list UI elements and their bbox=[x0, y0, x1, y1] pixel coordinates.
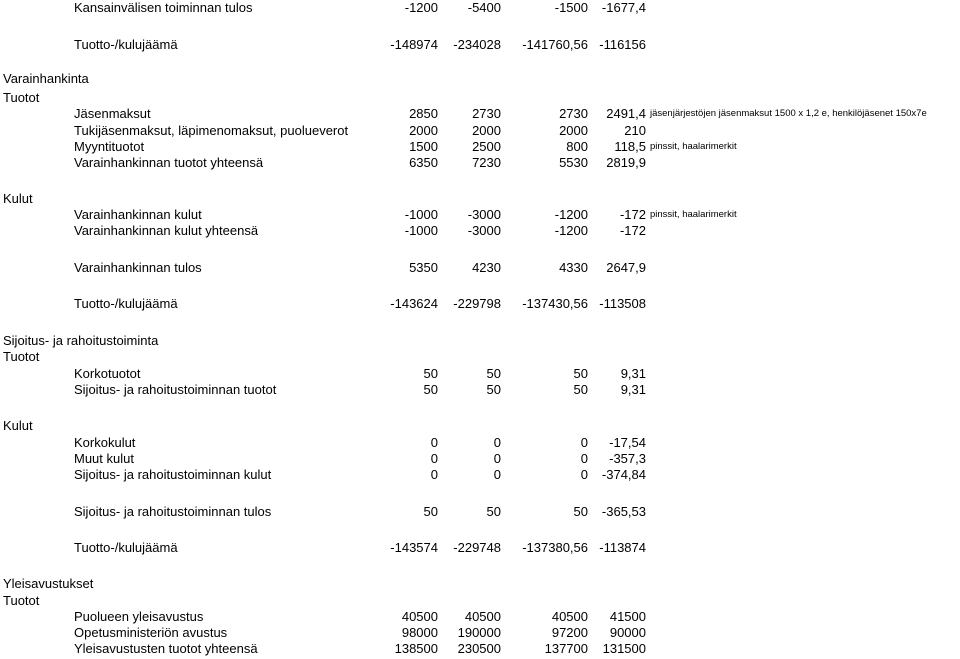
section-heading-row bbox=[0, 593, 960, 609]
value-col-3: -137430,56 bbox=[522, 296, 588, 311]
value-col-4: 118,5 bbox=[614, 139, 646, 154]
value-col-1: 50 bbox=[423, 366, 438, 381]
table-row bbox=[0, 467, 960, 483]
row-label: Tuotto-/kulujäämä bbox=[74, 296, 178, 311]
table-row bbox=[0, 223, 960, 239]
value-col-1: -1000 bbox=[404, 223, 438, 238]
table-row bbox=[0, 260, 960, 276]
table-row bbox=[0, 609, 960, 625]
row-label: Varainhankinnan tuotot yhteensä bbox=[74, 155, 264, 170]
value-col-1: 2850 bbox=[409, 106, 438, 121]
row-label: Korkotuotot bbox=[74, 366, 141, 381]
row-label: Sijoitus- ja rahoitustoiminnan kulut bbox=[74, 467, 272, 482]
row-label: Muut kulut bbox=[74, 451, 134, 466]
value-col-1: 2000 bbox=[409, 123, 438, 138]
row-label: Tuotto-/kulujäämä bbox=[74, 37, 178, 52]
value-col-3: -1200 bbox=[554, 207, 588, 222]
value-col-3: 5530 bbox=[559, 155, 588, 170]
table-row bbox=[0, 207, 960, 223]
value-col-4: 131500 bbox=[602, 641, 646, 656]
value-col-3: 50 bbox=[573, 504, 588, 519]
value-col-3: 0 bbox=[580, 435, 588, 450]
value-col-3: 137700 bbox=[544, 641, 588, 656]
value-col-1: -148974 bbox=[390, 37, 438, 52]
value-col-1: 40500 bbox=[401, 609, 438, 624]
value-col-2: 7230 bbox=[472, 155, 501, 170]
row-note: jäsenjärjestöjen jäsenmaksut 1500 x 1,2 e, henkilöjäsenet 150x7e bbox=[650, 108, 927, 119]
value-col-2: 190000 bbox=[457, 625, 501, 640]
value-col-4: 9,31 bbox=[620, 382, 646, 397]
row-note: pinssit, haalarimerkit bbox=[650, 141, 737, 152]
row-label: Sijoitus- ja rahoitustoiminnan tulos bbox=[74, 504, 272, 519]
table-row bbox=[0, 0, 960, 16]
value-col-3: -141760,56 bbox=[522, 37, 588, 52]
section-heading: Kulut bbox=[3, 191, 33, 206]
value-col-3: 50 bbox=[573, 382, 588, 397]
value-col-2: -234028 bbox=[453, 37, 501, 52]
value-col-1: 138500 bbox=[394, 641, 438, 656]
value-col-1: 50 bbox=[423, 382, 438, 397]
row-label: Jäsenmaksut bbox=[74, 106, 151, 121]
value-col-1: -143574 bbox=[390, 540, 438, 555]
value-col-1: -143624 bbox=[390, 296, 438, 311]
row-label: Sijoitus- ja rahoitustoiminnan tuotot bbox=[74, 382, 277, 397]
section-heading-row bbox=[0, 191, 960, 207]
section-heading: Sijoitus- ja rahoitustoiminta bbox=[3, 333, 159, 348]
value-col-2: -229798 bbox=[453, 296, 501, 311]
table-row bbox=[0, 540, 960, 556]
row-note: pinssit, haalarimerkit bbox=[650, 209, 737, 220]
value-col-4: -113874 bbox=[599, 540, 646, 555]
value-col-3: -1200 bbox=[554, 223, 588, 238]
value-col-1: 98000 bbox=[401, 625, 438, 640]
section-heading: Tuotot bbox=[3, 90, 40, 105]
table-row bbox=[0, 625, 960, 641]
value-col-3: -1500 bbox=[554, 0, 588, 15]
row-label: Varainhankinnan kulut bbox=[74, 207, 202, 222]
section-heading: Yleisavustukset bbox=[3, 576, 94, 591]
value-col-2: 50 bbox=[486, 366, 501, 381]
row-label: Yleisavustusten tuotot yhteensä bbox=[74, 641, 258, 656]
value-col-2: 40500 bbox=[464, 609, 501, 624]
value-col-3: 0 bbox=[580, 451, 588, 466]
section-heading-row bbox=[0, 418, 960, 434]
table-row bbox=[0, 155, 960, 171]
value-col-3: 2000 bbox=[559, 123, 588, 138]
row-label: Myyntituotot bbox=[74, 139, 145, 154]
table-row bbox=[0, 366, 960, 382]
value-col-4: -374,84 bbox=[601, 467, 646, 482]
value-col-1: 5350 bbox=[409, 260, 438, 275]
value-col-4: 2491,4 bbox=[606, 106, 646, 121]
value-col-4: -365,53 bbox=[601, 504, 646, 519]
value-col-4: -172 bbox=[619, 223, 646, 238]
table-row bbox=[0, 37, 960, 53]
value-col-3: 0 bbox=[580, 467, 588, 482]
value-col-3: 4330 bbox=[559, 260, 588, 275]
value-col-2: -3000 bbox=[467, 207, 501, 222]
value-col-2: -229748 bbox=[453, 540, 501, 555]
value-col-2: 0 bbox=[493, 451, 501, 466]
value-col-2: 230500 bbox=[457, 641, 501, 656]
row-label: Tukijäsenmaksut, läpimenomaksut, puolueverot bbox=[74, 123, 349, 138]
value-col-4: 90000 bbox=[609, 625, 646, 640]
value-col-3: -137380,56 bbox=[522, 540, 588, 555]
row-label: Korkokulut bbox=[74, 435, 136, 450]
section-heading-row bbox=[0, 576, 960, 592]
section-heading-row bbox=[0, 71, 960, 87]
value-col-1: -1200 bbox=[404, 0, 438, 15]
section-heading-row bbox=[0, 349, 960, 365]
table-row bbox=[0, 504, 960, 520]
table-row bbox=[0, 451, 960, 467]
section-heading: Tuotot bbox=[3, 349, 40, 364]
value-col-2: -5400 bbox=[467, 0, 501, 15]
value-col-2: 2000 bbox=[472, 123, 501, 138]
value-col-3: 2730 bbox=[559, 106, 588, 121]
row-label: Puolueen yleisavustus bbox=[74, 609, 204, 624]
table-row bbox=[0, 123, 960, 139]
table-row bbox=[0, 296, 960, 312]
value-col-1: 50 bbox=[423, 504, 438, 519]
value-col-4: -1677,4 bbox=[601, 0, 646, 15]
value-col-4: -113508 bbox=[599, 296, 646, 311]
table-row bbox=[0, 641, 960, 657]
value-col-3: 800 bbox=[566, 139, 588, 154]
value-col-2: 0 bbox=[493, 435, 501, 450]
value-col-4: 210 bbox=[624, 123, 646, 138]
value-col-2: 2730 bbox=[472, 106, 501, 121]
row-label: Varainhankinnan kulut yhteensä bbox=[74, 223, 259, 238]
value-col-2: 0 bbox=[493, 467, 501, 482]
section-heading-row bbox=[0, 333, 960, 349]
value-col-4: -172 bbox=[619, 207, 646, 222]
table-row bbox=[0, 435, 960, 451]
value-col-4: -116156 bbox=[599, 37, 646, 52]
value-col-1: 6350 bbox=[409, 155, 438, 170]
value-col-4: -357,3 bbox=[609, 451, 646, 466]
row-label: Varainhankinnan tulos bbox=[74, 260, 202, 275]
value-col-4: 2819,9 bbox=[606, 155, 646, 170]
value-col-2: 2500 bbox=[472, 139, 501, 154]
value-col-1: 0 bbox=[430, 467, 438, 482]
value-col-1: 0 bbox=[430, 451, 438, 466]
table-row bbox=[0, 139, 960, 155]
row-label: Kansainvälisen toiminnan tulos bbox=[74, 0, 253, 15]
value-col-2: 4230 bbox=[472, 260, 501, 275]
table-row bbox=[0, 106, 960, 122]
section-heading: Varainhankinta bbox=[3, 71, 89, 86]
value-col-4: 2647,9 bbox=[606, 260, 646, 275]
table-row bbox=[0, 382, 960, 398]
value-col-1: -1000 bbox=[404, 207, 438, 222]
value-col-2: 50 bbox=[486, 504, 501, 519]
value-col-2: -3000 bbox=[467, 223, 501, 238]
value-col-4: -17,54 bbox=[609, 435, 646, 450]
row-label: Opetusministeriön avustus bbox=[74, 625, 228, 640]
value-col-4: 41500 bbox=[609, 609, 646, 624]
value-col-3: 97200 bbox=[551, 625, 588, 640]
value-col-1: 0 bbox=[430, 435, 438, 450]
value-col-3: 40500 bbox=[551, 609, 588, 624]
value-col-4: 9,31 bbox=[620, 366, 646, 381]
row-label: Tuotto-/kulujäämä bbox=[74, 540, 178, 555]
section-heading: Kulut bbox=[3, 418, 33, 433]
value-col-3: 50 bbox=[573, 366, 588, 381]
section-heading-row bbox=[0, 90, 960, 106]
section-heading: Tuotot bbox=[3, 593, 40, 608]
value-col-2: 50 bbox=[486, 382, 501, 397]
value-col-1: 1500 bbox=[409, 139, 438, 154]
